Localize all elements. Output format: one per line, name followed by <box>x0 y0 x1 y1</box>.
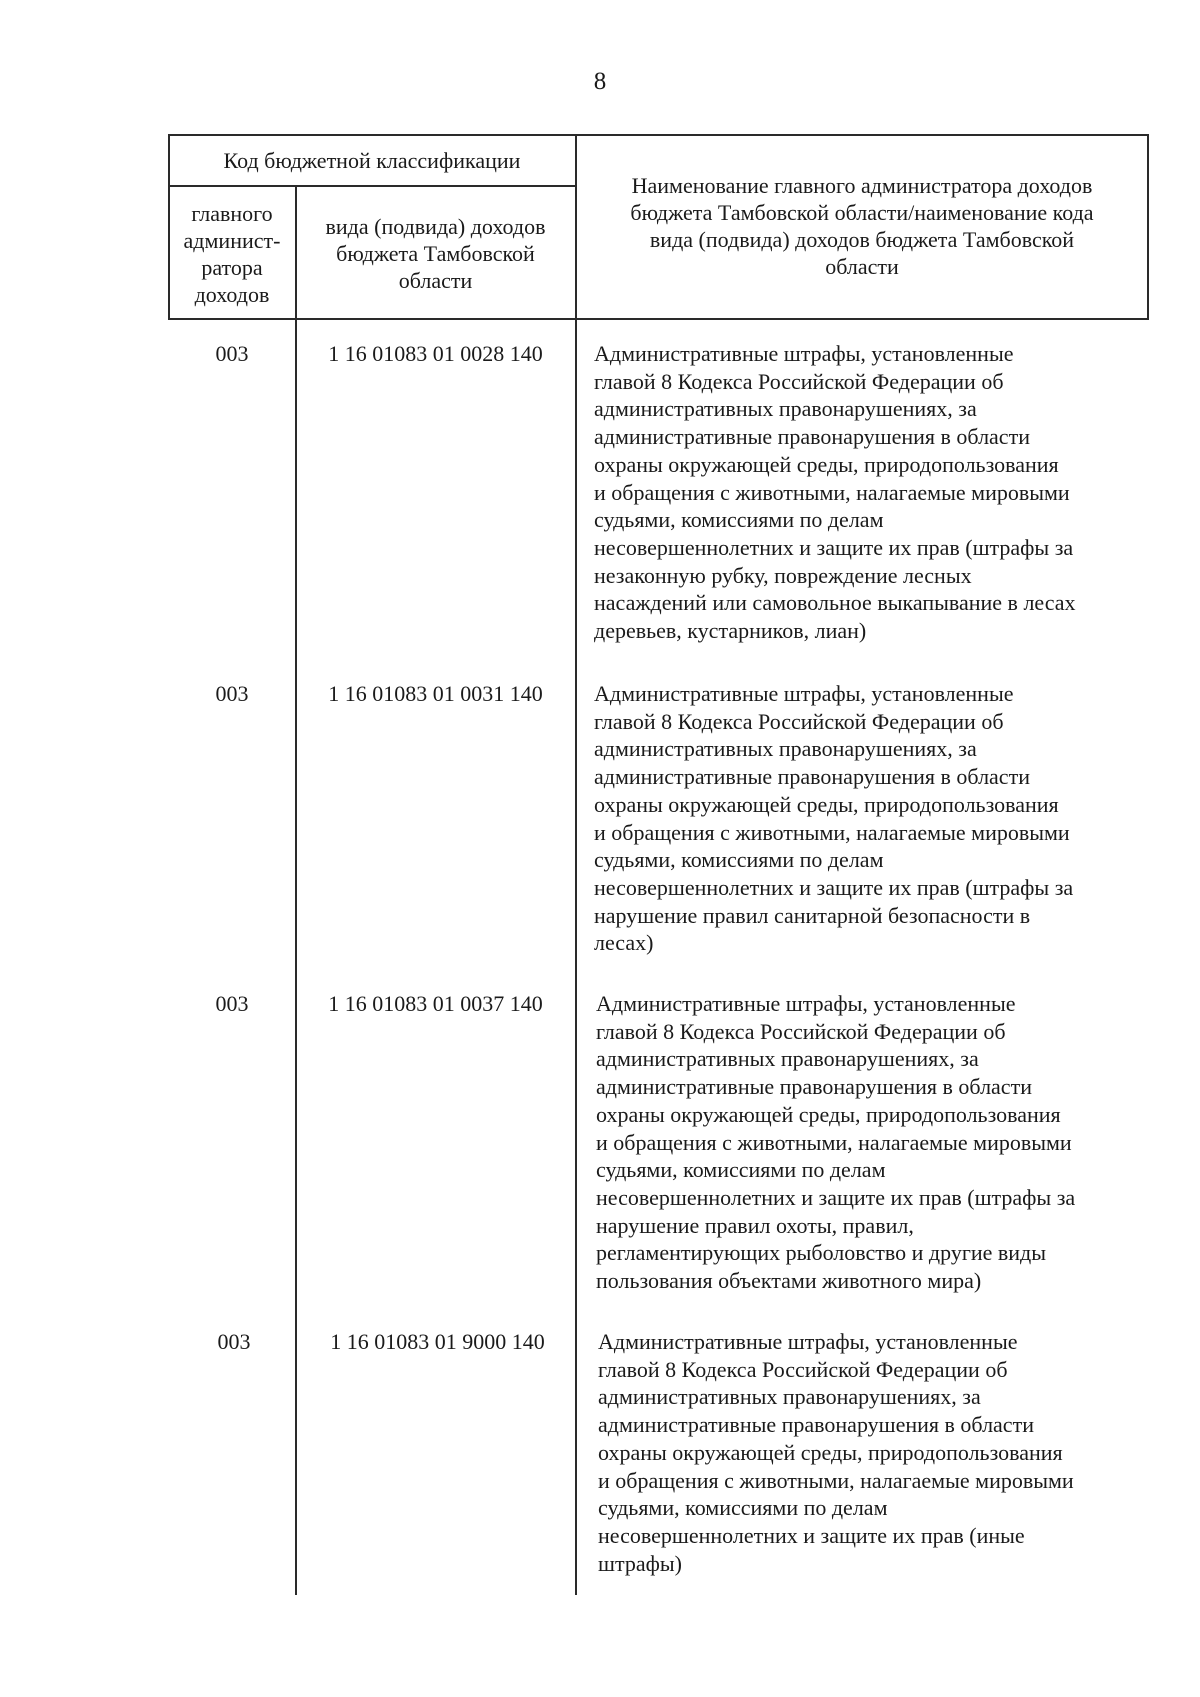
header-subgroup-divider <box>168 185 575 187</box>
page-number: 8 <box>593 68 607 95</box>
header-group-title: Код бюджетной классификации <box>223 148 521 173</box>
row-2-description: Административные штрафы, установленные главой 8 Кодекса Российской Федерации об административных правонарушениях, за административные правонарушения в области охраны окружающей среды, природопользования и обращения с животными, налагаемые мировыми судьями, комиссиями по делам несовершеннолетних и защите их прав (штрафы за нарушение правил санитарной безопасности в лесах) <box>594 681 1074 956</box>
row-1-description: Административные штрафы, установленные главой 8 Кодекса Российской Федерации об административных правонарушениях, за административные правонарушения в области охраны окружающей среды, природопользования и обращения с животными, налагаемые мировыми судьями, комиссиями по делам несовершеннолетних и защите их прав (штрафы за незаконную рубку, повреждение лесных насаждений или самовольное выкапывание в лесах деревьев, кустарников, лиан) <box>594 341 1076 644</box>
header-col-admin: главного админист- ратора доходов <box>183 201 281 307</box>
row-2-admin-code: 003 <box>215 681 249 706</box>
row-4-admin-code: 003 <box>217 1329 251 1354</box>
row-1-income-code: 1 16 01083 01 0028 140 <box>328 341 543 366</box>
header-bottom-border <box>168 318 1149 320</box>
row-4-description: Административные штрафы, установленные главой 8 Кодекса Российской Федерации об административных правонарушениях, за административные правонарушения в области охраны окружающей среды, природопользования и обращения с животными, налагаемые мировыми судьями, комиссиями по делам несовершеннолетних и защите их прав (иные штрафы) <box>598 1329 1074 1576</box>
row-2-income-code: 1 16 01083 01 0031 140 <box>328 681 543 706</box>
row-1-admin-code: 003 <box>215 341 249 366</box>
row-3-description: Административные штрафы, установленные главой 8 Кодекса Российской Федерации об административных правонарушениях, за административные правонарушения в области охраны окружающей среды, природопользования и обращения с животными, налагаемые мировыми судьями, комиссиями по делам несовершеннолетних и защите их прав (штрафы за нарушение правил охоты, правил, регламентирующих рыболовство и другие виды пользования объектами животного мира) <box>596 991 1076 1294</box>
header-col-type: вида (подвида) доходов бюджета Тамбовской области <box>325 214 546 293</box>
column-divider-1 <box>295 185 297 1595</box>
row-3-admin-code: 003 <box>215 991 249 1016</box>
column-divider-2 <box>575 134 577 1595</box>
header-top-border <box>168 134 1149 136</box>
row-4-income-code: 1 16 01083 01 9000 140 <box>330 1329 545 1354</box>
header-col-name: Наименование главного администратора доходов бюджета Тамбовской области/наименование кода вида (подвида) доходов бюджета Тамбовской области <box>630 173 1094 279</box>
header-right-border <box>1147 134 1149 319</box>
row-3-income-code: 1 16 01083 01 0037 140 <box>328 991 543 1016</box>
